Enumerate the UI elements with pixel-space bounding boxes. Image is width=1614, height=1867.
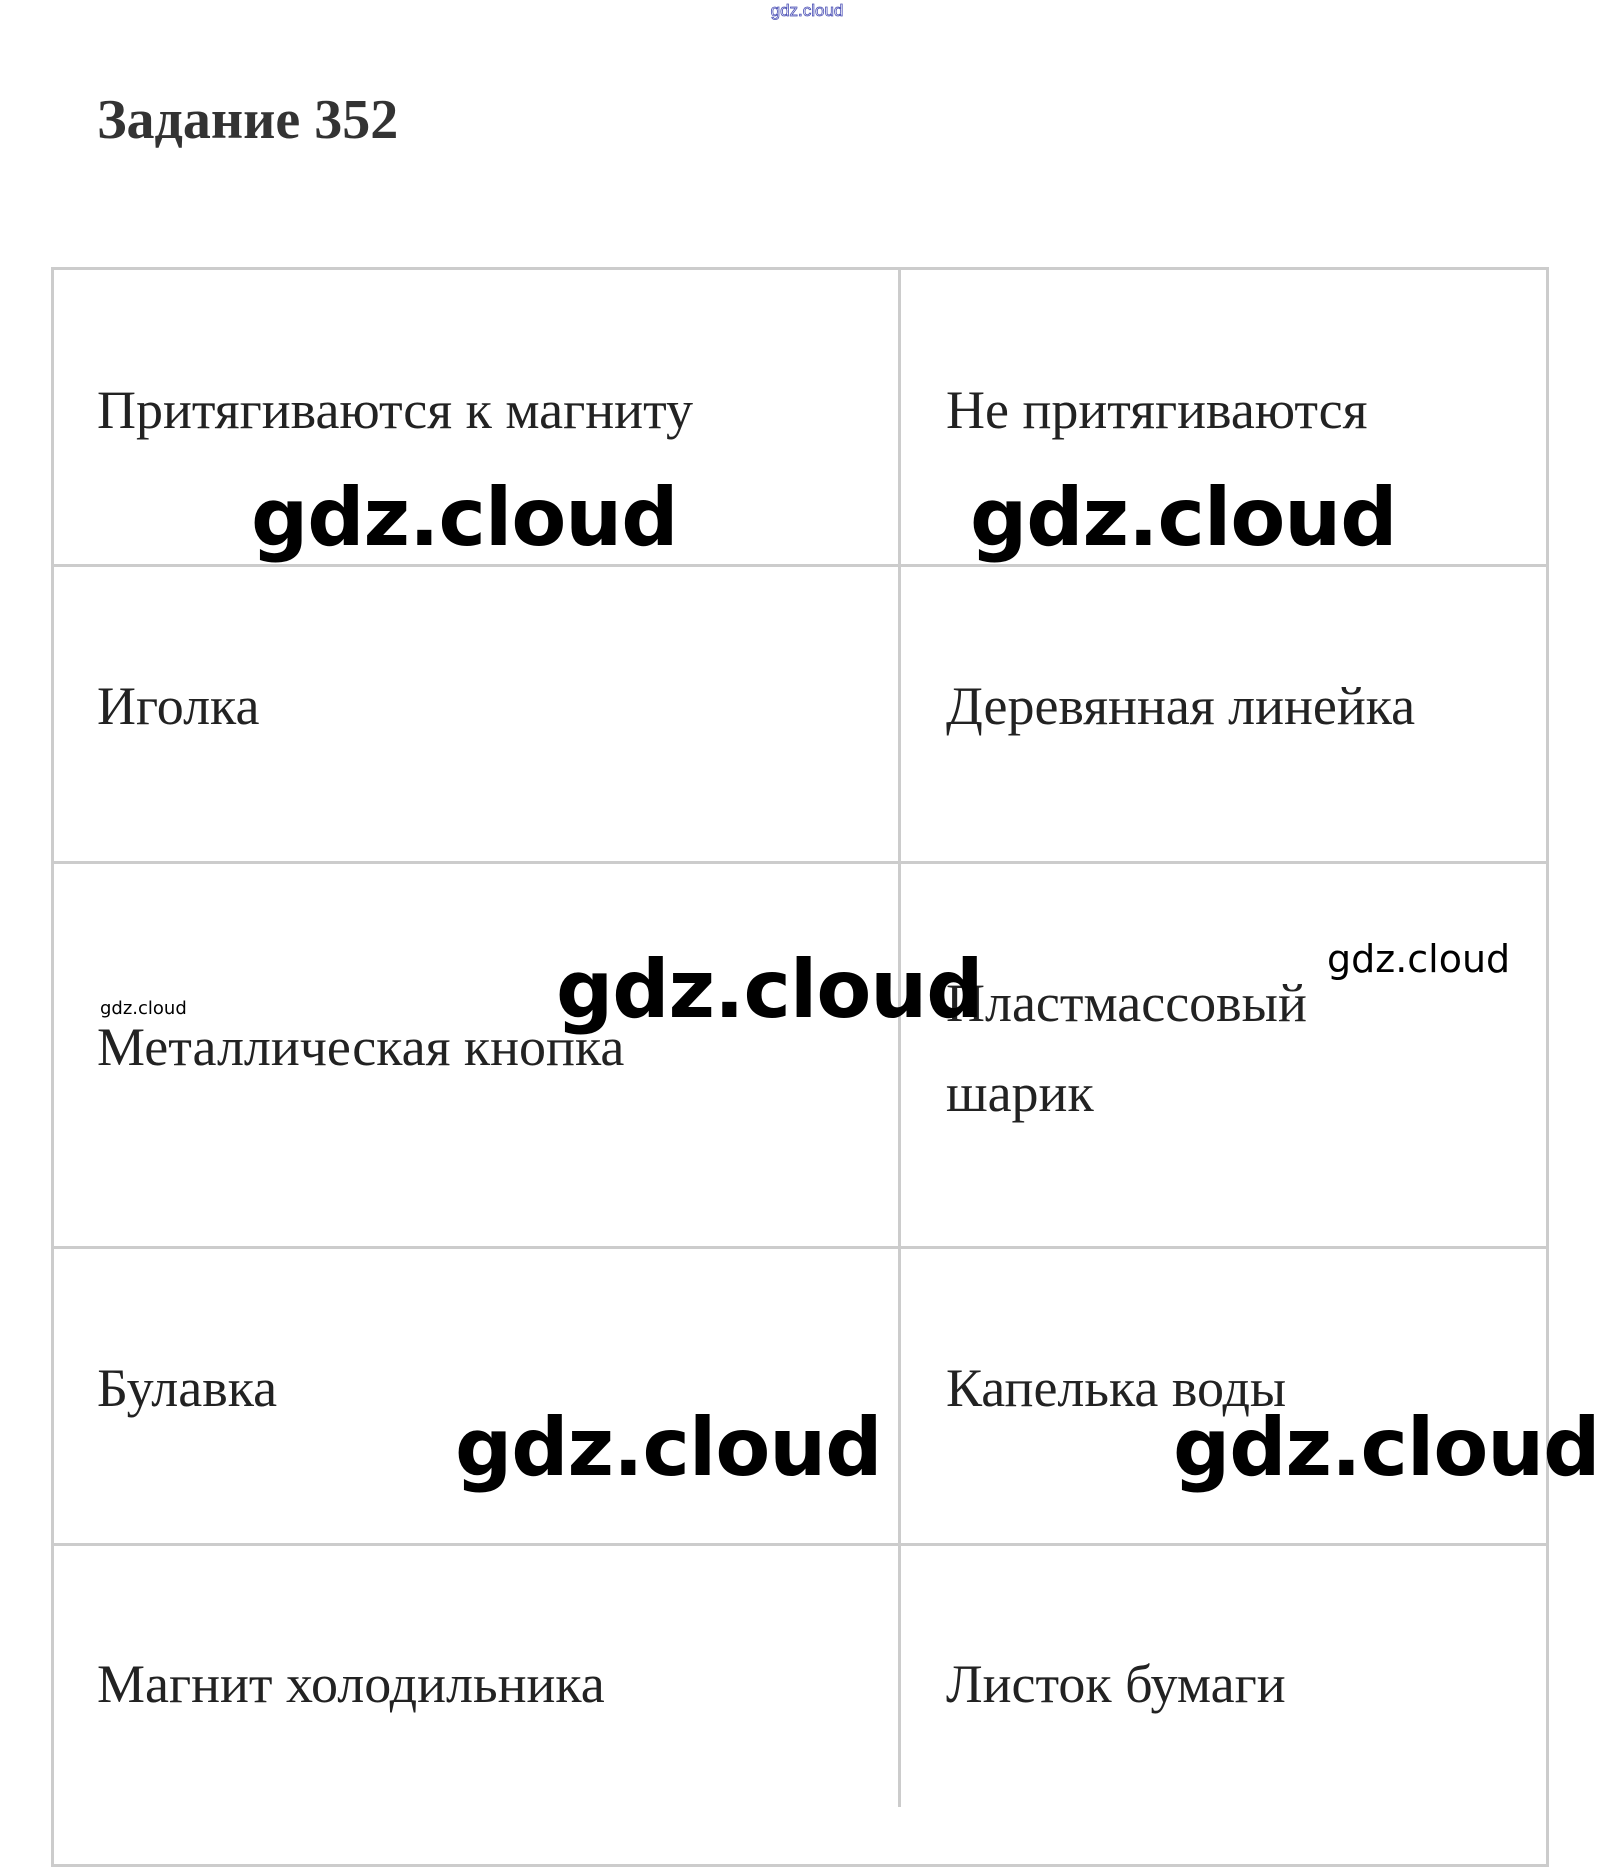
table-row-divider xyxy=(51,1543,1549,1546)
table-cell: Деревянная линейка xyxy=(946,676,1416,736)
page-title: Задание 352 xyxy=(97,89,399,151)
table-column-divider xyxy=(898,267,901,1807)
table-row-divider xyxy=(51,861,1549,864)
table-cell: Металлическая кнопка xyxy=(97,1017,625,1077)
table-cell: Листок бумаги xyxy=(946,1654,1286,1714)
table-cell: Пластмассовый шарик xyxy=(946,973,1307,1123)
watermark: gdz.cloud xyxy=(251,471,678,564)
table-cell: Магнит холодильника xyxy=(97,1654,605,1714)
watermark: gdz.cloud xyxy=(100,998,187,1019)
table-cell: Капелька воды xyxy=(946,1358,1287,1418)
watermark: gdz.cloud xyxy=(556,943,983,1036)
watermark: gdz.cloud xyxy=(455,1401,882,1494)
watermark: gdz.cloud xyxy=(970,471,1397,564)
table-cell: Булавка xyxy=(97,1358,278,1418)
table-row-divider xyxy=(51,1246,1549,1249)
table-cell: Иголка xyxy=(97,676,260,736)
table-header-attracted: Притягиваются к магниту xyxy=(97,380,693,440)
table-row-divider xyxy=(51,564,1549,567)
watermark: gdz.cloud xyxy=(1327,937,1511,981)
watermark: gdz.cloud xyxy=(1173,1401,1600,1494)
top-watermark: gdz.cloud xyxy=(770,1,844,20)
table-header-not-attracted: Не притягиваются xyxy=(946,380,1368,440)
